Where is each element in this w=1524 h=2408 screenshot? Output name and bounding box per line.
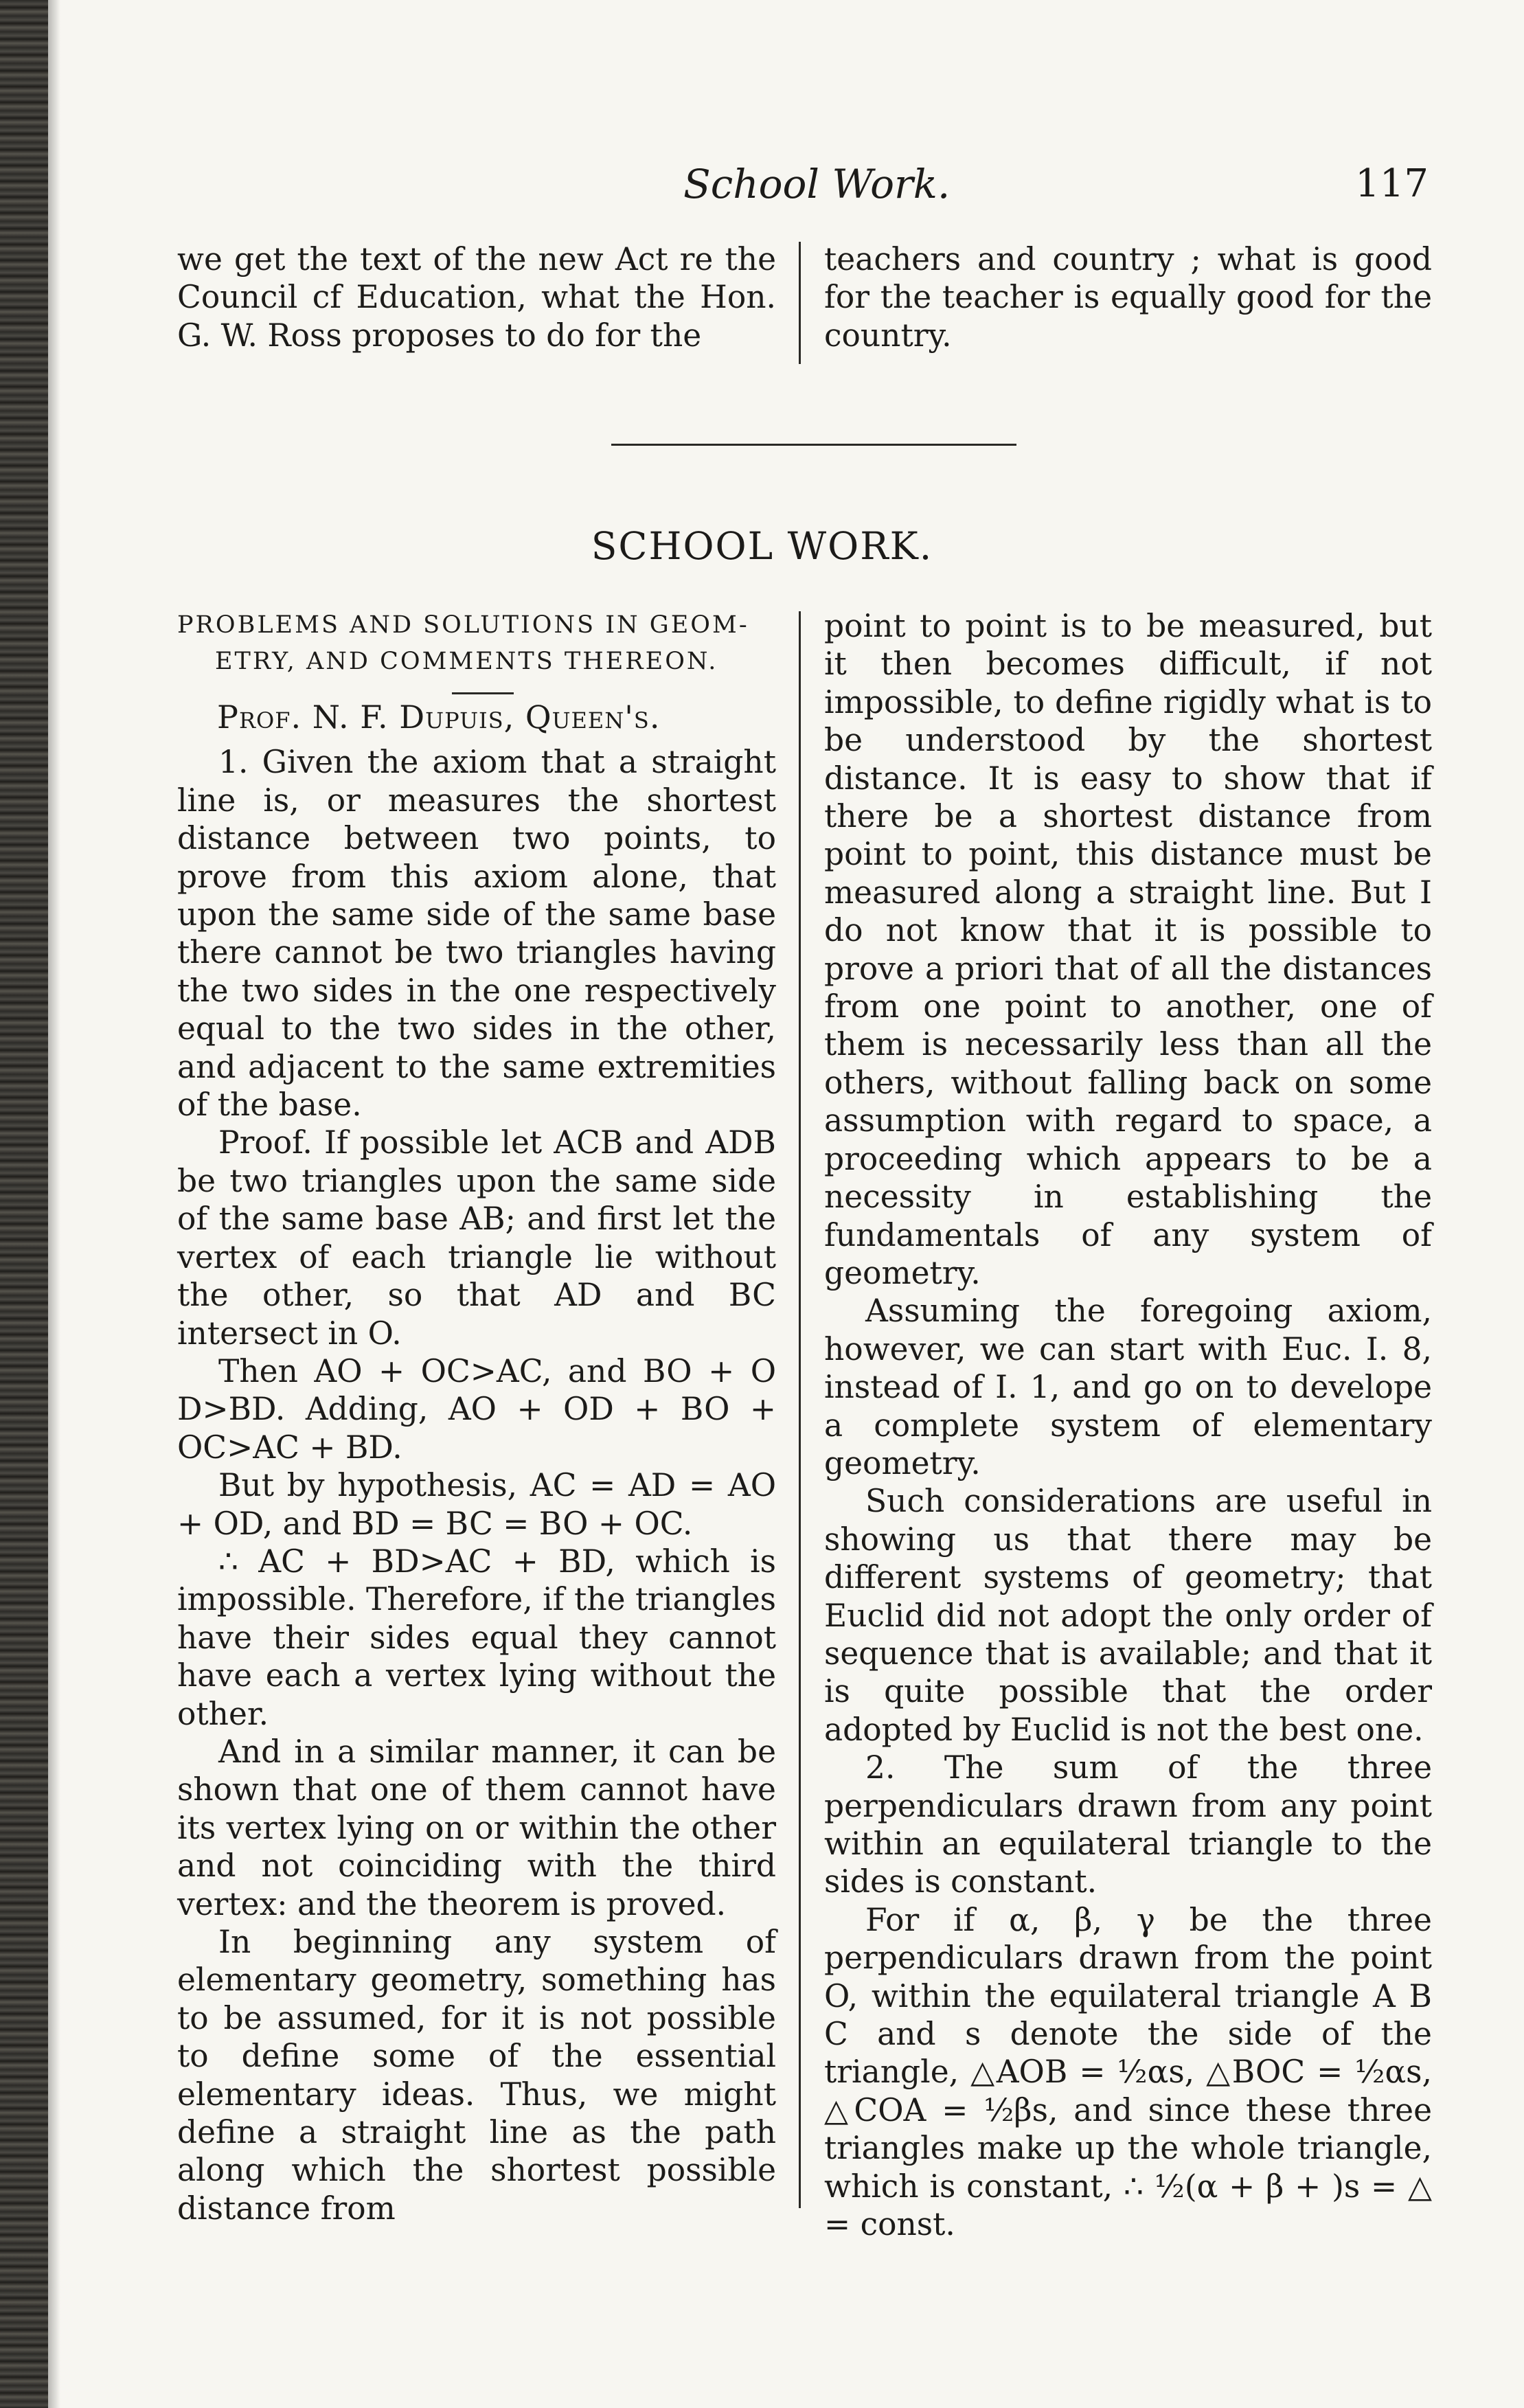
article-heading-line-1: PROBLEMS AND SOLUTIONS IN GEOM- [177, 611, 749, 639]
section-title: SCHOOL WORK. [591, 524, 933, 568]
article-right-column [824, 607, 1432, 2243]
paragraph: For if α, β, γ be the three perpendiculars drawn from the point O, within the equilateral triangle A B C and s denote the side of the triangle, △AOB = ½αs, △BOC = ½αs, △COA = ½βs, and since these three triangles make up the whole triangle, which is constant, ∴ ½(α + β + )s = △ = const. [824, 1901, 1432, 2243]
top-right-text: teachers and country ; what is good for the teacher is equally good for the country. [824, 241, 1432, 354]
article-left-column [177, 607, 776, 2227]
top-left-text: we get the text of the new Act re the Council cf Education, what the Hon. G. W. Ross proposes to do for the [177, 241, 776, 354]
paragraph: Proof. If possible let ACB and ADB be two triangles upon the same side of the same base AB; and first let the vertex of each triangle lie without the other, so that AD and BC intersect in O. [177, 1124, 776, 1352]
top-left-column [177, 240, 776, 354]
paragraph: Such considerations are useful in showing us that there may be different systems of geometry; that Euclid did not adopt the only order of sequence that is available; and that it is quite possible that the order adopted by Euclid is not the best one. [824, 1483, 1432, 1748]
paragraph: And in a similar manner, it can be shown that one of them cannot have its vertex lying on or within the other and not coinciding with the third vertex: and the theorem is proved. [177, 1733, 776, 1922]
paragraph: ∴ AC + BD>AC + BD, which is impossible. Therefore, if the triangles have their sides equal they cannot have each a vertex lying without the other. [177, 1543, 776, 1732]
page-number: 117 [1355, 161, 1429, 206]
section-separator-rule [611, 444, 1016, 446]
paragraph: In beginning any system of elementary geometry, something has to be assumed, for it is not possible to define some of the essential elementary ideas. Thus, we might define a straight line as the path along which the shortest possible distance from [177, 1924, 776, 2227]
paragraph: 1. Given the axiom that a straight line is, or measures the shortest distance between two points, to prove from this axiom alone, that upon the same side of the same base there cannot be two triangles having the two sides in the one respectively equal to the two sides in the other, and adjacent to the same extremities of the base. [177, 744, 776, 1124]
article-author: Prof. N. F. Dupuis, Queen's. [217, 698, 661, 736]
paragraph: point to point is to be measured, but it then becomes difficult, if not impossible, to define rigidly what is to be understood by the shortest distance. It is easy to show that if there be a shortest distance from point to point, this distance must be measured along a straight line. But I do not know that it is possible to prove a priori that of all the distances from one point to another, one of them is necessarily less than all the others, without falling back on some assumption with regard to space, a proceeding which appears to be a necessity in establishing the fundamentals of any system of geometry. [824, 608, 1432, 1291]
column-divider-top [799, 242, 801, 364]
paragraph: But by hypothesis, AC = AD = AO + OD, and BD = BC = BO + OC. [177, 1467, 776, 1542]
running-head: School Work. [683, 161, 951, 207]
paragraph: 2. The sum of the three perpendiculars drawn from any point within an equilateral triangle to the sides is constant. [824, 1749, 1432, 1900]
paragraph: Assuming the foregoing axiom, however, we can start with Euc. I. 8, instead of I. 1, and go on to develope a complete system of elementary geometry. [824, 1293, 1432, 1481]
column-divider-main [799, 611, 801, 2208]
page-header [172, 157, 1429, 212]
paragraph: Then AO + OC>AC, and BO + O D>BD. Adding, AO + OD + BO + OC>AC + BD. [177, 1352, 776, 1466]
book-binding-edge [0, 0, 48, 2408]
article-heading [177, 607, 776, 680]
article-heading-line-2: ETRY, AND COMMENTS THEREON. [215, 648, 718, 675]
top-right-column [824, 240, 1432, 354]
heading-underline-rule [452, 692, 514, 694]
